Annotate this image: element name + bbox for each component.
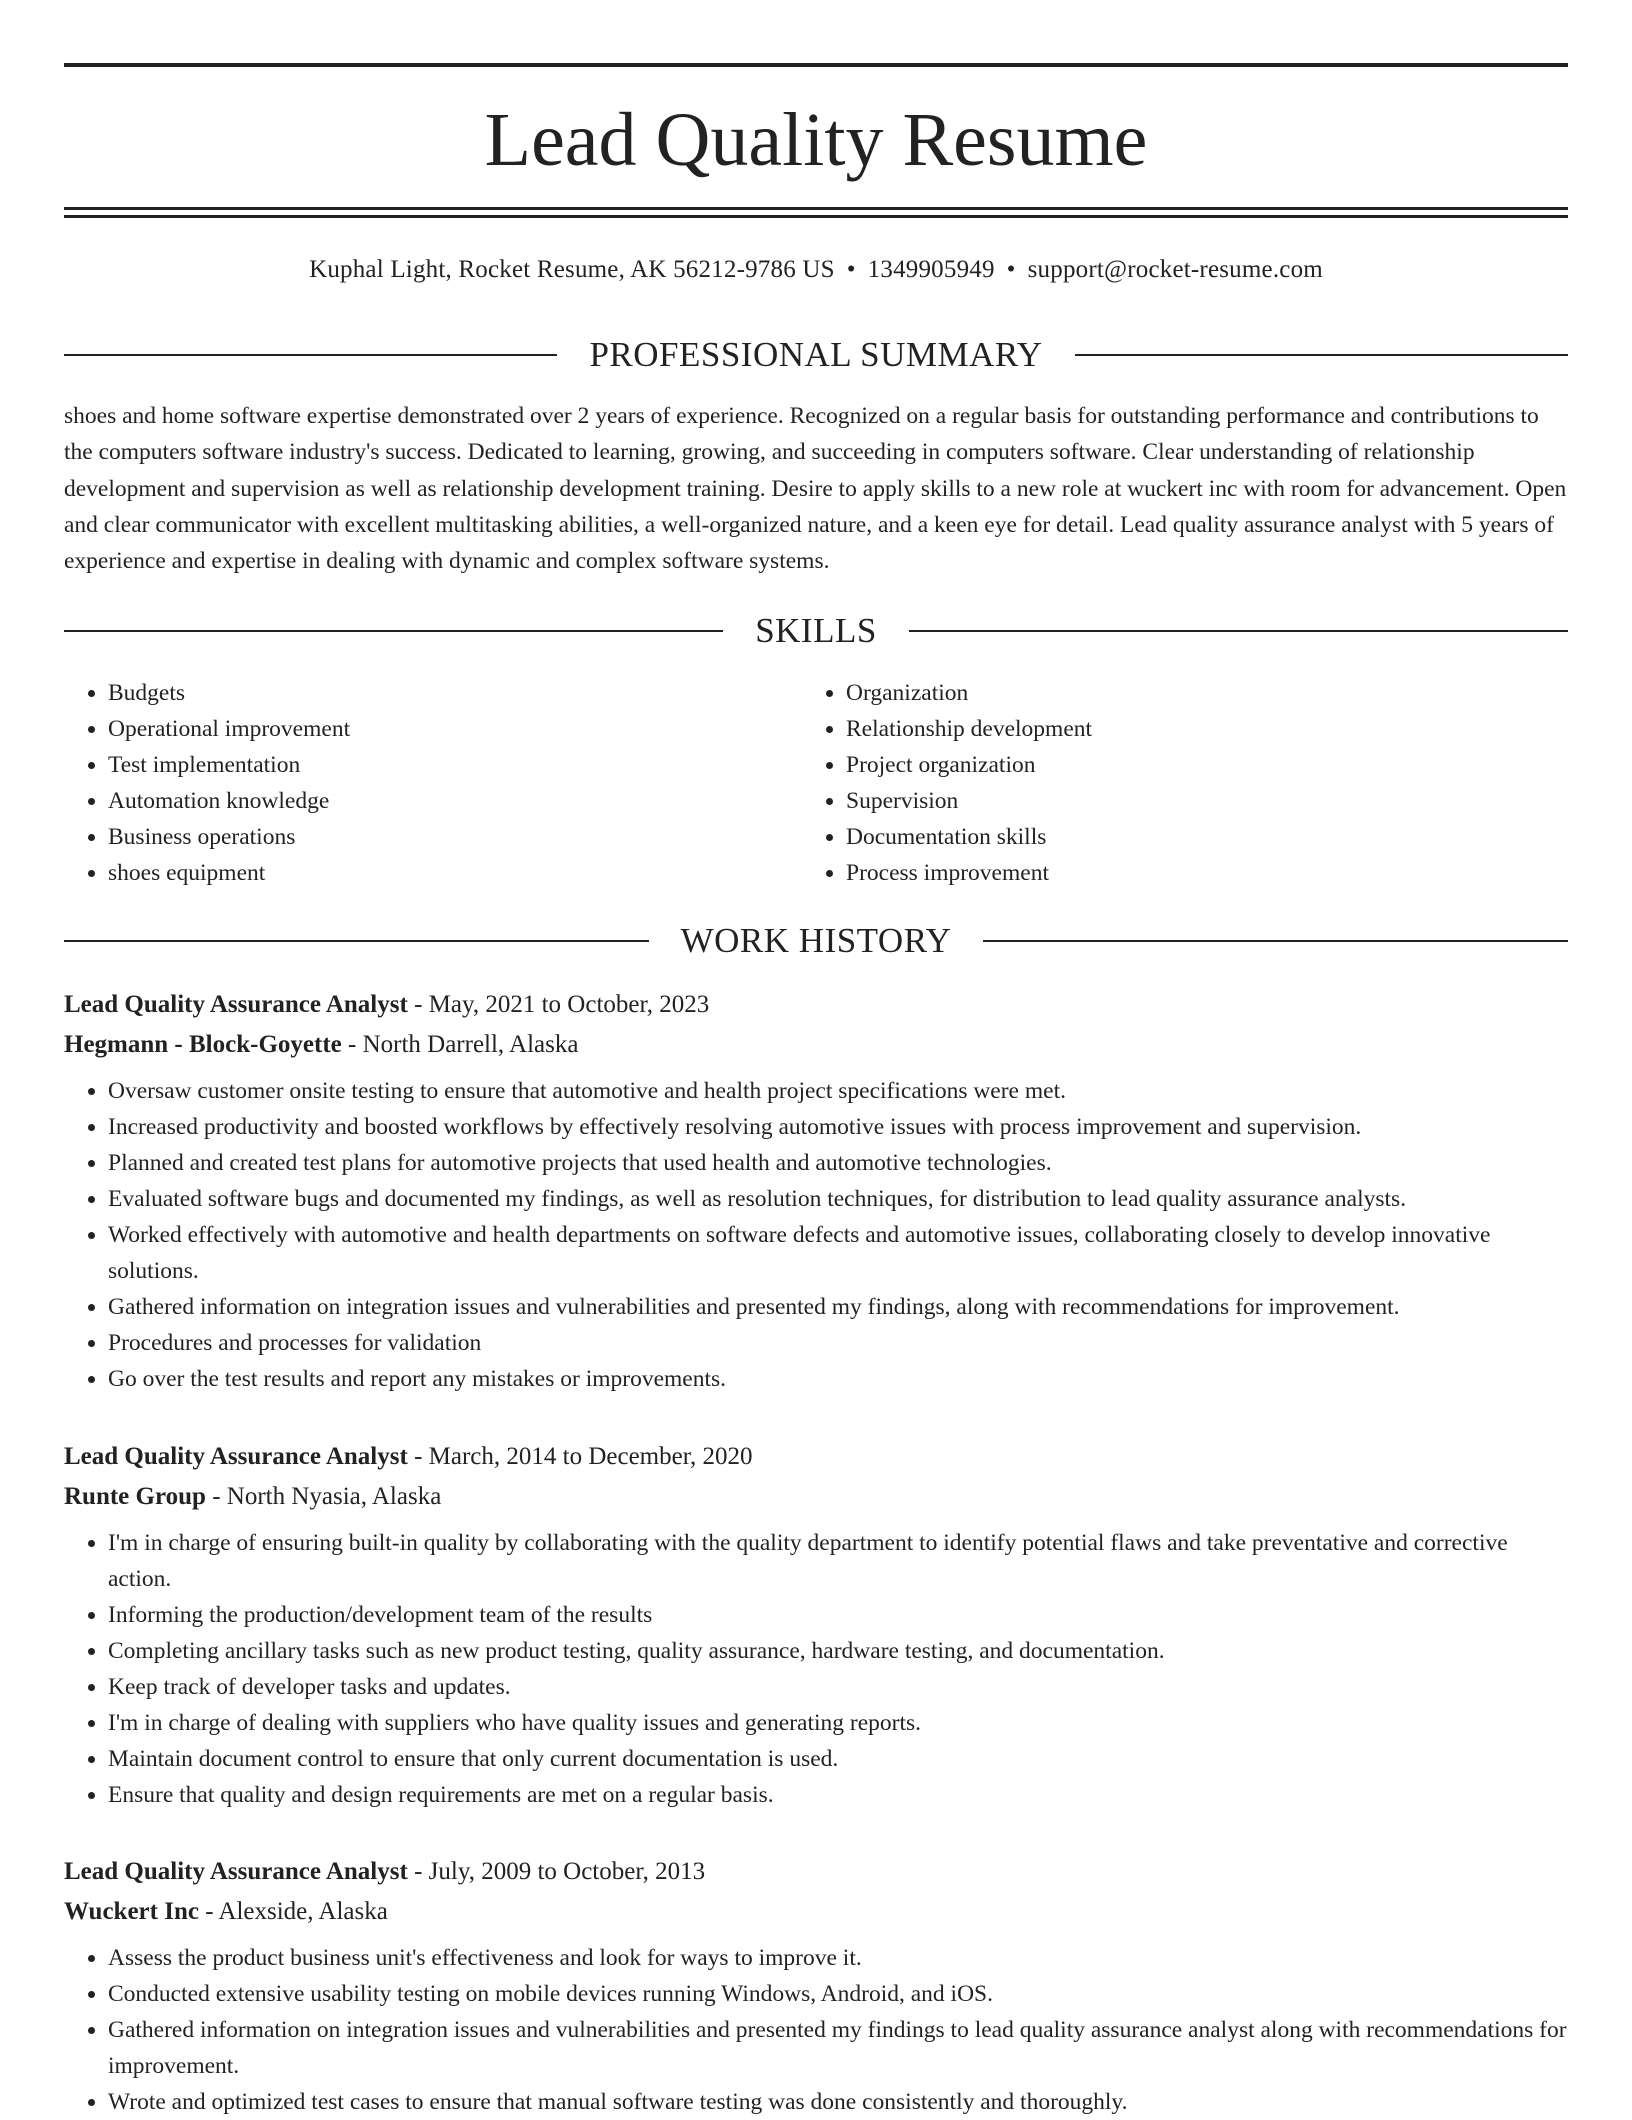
dash: -: [407, 991, 429, 1018]
skill-item: • Process improvement: [846, 855, 1544, 891]
job-bullet: • Ensure that quality and design requirements are met on a regular basis.: [108, 1777, 1568, 1813]
dash: -: [198, 1898, 219, 1925]
skill-item: • Project organization: [846, 747, 1544, 783]
section-divider: [64, 354, 557, 356]
skill-item: • Organization: [846, 675, 1544, 711]
job-dates: March, 2014 to December, 2020: [428, 1443, 753, 1470]
job-bullet: • Completing ancillary tasks such as new product testing, quality assurance, hardware testing, and documentation.: [108, 1633, 1568, 1669]
job-title: Lead Quality Assurance Analyst: [64, 1858, 408, 1885]
job-bullet: • Gathered information on integration issues and vulnerabilities and presented my findings, along with recommendations for improvement.: [108, 1289, 1568, 1325]
job-title-line: [64, 985, 1568, 1025]
job-bullet: • Gathered information on integration issues and vulnerabilities and presented my findings to lead quality assurance analyst along with recommendations for improvement.: [108, 2012, 1568, 2084]
summary-section-header: [64, 333, 1568, 377]
job-entry: [64, 1437, 1568, 1813]
work-heading: WORK HISTORY: [680, 921, 952, 960]
job-bullet: • Wrote and optimized test cases to ensure that manual software testing was done consistently and thoroughly.: [108, 2084, 1568, 2120]
job-title: Lead Quality Assurance Analyst: [64, 1443, 408, 1470]
contact-phone: 1349905949: [867, 256, 995, 283]
section-divider: [64, 630, 723, 632]
skills-column-right: [806, 675, 1544, 891]
job-bullet: • Worked effectively with automotive and health departments on software defects and automotive issues, collaborating closely to develop innovative solutions.: [108, 1217, 1568, 1289]
section-divider: [1075, 354, 1568, 356]
dash: -: [205, 1483, 227, 1510]
job-bullet: • Keep track of developer tasks and updates.: [108, 1669, 1568, 1705]
job-title: Lead Quality Assurance Analyst: [64, 991, 408, 1018]
job-company: Runte Group: [64, 1483, 206, 1510]
job-bullet: • Planned and created test plans for automotive projects that used health and automotive technologies.: [108, 1145, 1568, 1181]
job-company: Hegmann - Block-Goyette: [64, 1031, 342, 1058]
skill-item: • Budgets: [108, 675, 806, 711]
job-company-line: [64, 1025, 1568, 1065]
skill-item: • Operational improvement: [108, 711, 806, 747]
section-divider: [983, 940, 1568, 942]
skill-item: • Documentation skills: [846, 819, 1544, 855]
dash: -: [407, 1858, 429, 1885]
summary-heading: PROFESSIONAL SUMMARY: [589, 335, 1043, 374]
job-bullet: • Maintain document control to ensure that only current documentation is used.: [108, 1741, 1568, 1777]
job-bullet: • Increased productivity and boosted workflows by effectively resolving automotive issues with process improvement and supervision.: [108, 1109, 1568, 1145]
contact-line: [64, 253, 1568, 287]
job-bullets: [64, 1525, 1568, 1813]
job-entry: [64, 985, 1568, 1397]
job-dates: May, 2021 to October, 2023: [428, 991, 710, 1018]
skill-item: • Relationship development: [846, 711, 1544, 747]
summary-text: shoes and home software expertise demonstrated over 2 years of experience. Recognized on a regular basis for outstanding performance and contributions to the computers software industry's success. Dedicated to learning, growing, and succeeding in computers software. Clear understanding of relationship development and supervision as well as relationship development training. Desire to apply skills to a new role at wuckert inc with room for advancement. Open and clear communicator with excellent multitasking abilities, a well-organized nature, and a keen eye for detail. Lead quality assurance analyst with 5 years of experience and expertise in dealing with dynamic and complex software systems.: [64, 403, 1567, 575]
job-location: Alexside, Alaska: [218, 1898, 388, 1925]
section-divider: [64, 940, 649, 942]
job-bullet: • Go over the test results and report any mistakes or improvements.: [108, 1361, 1568, 1397]
skill-item: • Supervision: [846, 783, 1544, 819]
job-title-line: [64, 1437, 1568, 1477]
job-bullet: • Informing the production/development team of the results: [108, 1597, 1568, 1633]
title-rule-upper: [64, 207, 1568, 210]
job-bullets: [64, 1073, 1568, 1397]
work-section-header: [64, 919, 1568, 963]
skills-column-left: [64, 675, 806, 891]
title-rule-lower: [64, 215, 1568, 218]
job-bullet: • Assess the product business unit's effectiveness and look for ways to improve it.: [108, 1940, 1568, 1976]
top-rule: [64, 63, 1568, 67]
skills-list: [64, 675, 1568, 891]
skills-section-header: [64, 609, 1568, 653]
contact-email: support@rocket-resume.com: [1027, 256, 1323, 283]
job-bullet: • Procedures and processes for validation: [108, 1325, 1568, 1361]
contact-address: Kuphal Light, Rocket Resume, AK 56212-9786 US: [309, 256, 835, 283]
job-bullet: • Evaluated software bugs and documented my findings, as well as resolution techniques, for distribution to lead quality assurance analysts.: [108, 1181, 1568, 1217]
job-location: North Nyasia, Alaska: [226, 1483, 442, 1510]
job-company: Wuckert Inc: [64, 1898, 199, 1925]
contact-separator: •: [846, 256, 856, 283]
job-entry: [64, 1852, 1568, 2120]
job-dates: July, 2009 to October, 2013: [428, 1858, 706, 1885]
job-location: North Darrell, Alaska: [362, 1031, 579, 1058]
section-divider: [909, 630, 1568, 632]
job-bullet: • I'm in charge of ensuring built-in quality by collaborating with the quality department to identify potential flaws and take preventative and corrective action.: [108, 1525, 1568, 1597]
dash: -: [407, 1443, 429, 1470]
resume-title: Lead Quality Resume: [484, 98, 1148, 182]
job-bullet: • I'm in charge of dealing with suppliers who have quality issues and generating reports.: [108, 1705, 1568, 1741]
skill-item: • Business operations: [108, 819, 806, 855]
job-bullets: [64, 1940, 1568, 2120]
job-bullet: • Conducted extensive usability testing on mobile devices running Windows, Android, and iOS.: [108, 1976, 1568, 2012]
skills-heading: SKILLS: [755, 611, 877, 650]
dash: -: [341, 1031, 363, 1058]
job-company-line: [64, 1477, 1568, 1517]
job-bullet: • Oversaw customer onsite testing to ensure that automotive and health project specifications were met.: [108, 1073, 1568, 1109]
contact-separator: •: [1006, 256, 1016, 283]
skill-item: • Automation knowledge: [108, 783, 806, 819]
job-company-line: [64, 1892, 1568, 1932]
skill-item: • shoes equipment: [108, 855, 806, 891]
job-title-line: [64, 1852, 1568, 1892]
skill-item: • Test implementation: [108, 747, 806, 783]
